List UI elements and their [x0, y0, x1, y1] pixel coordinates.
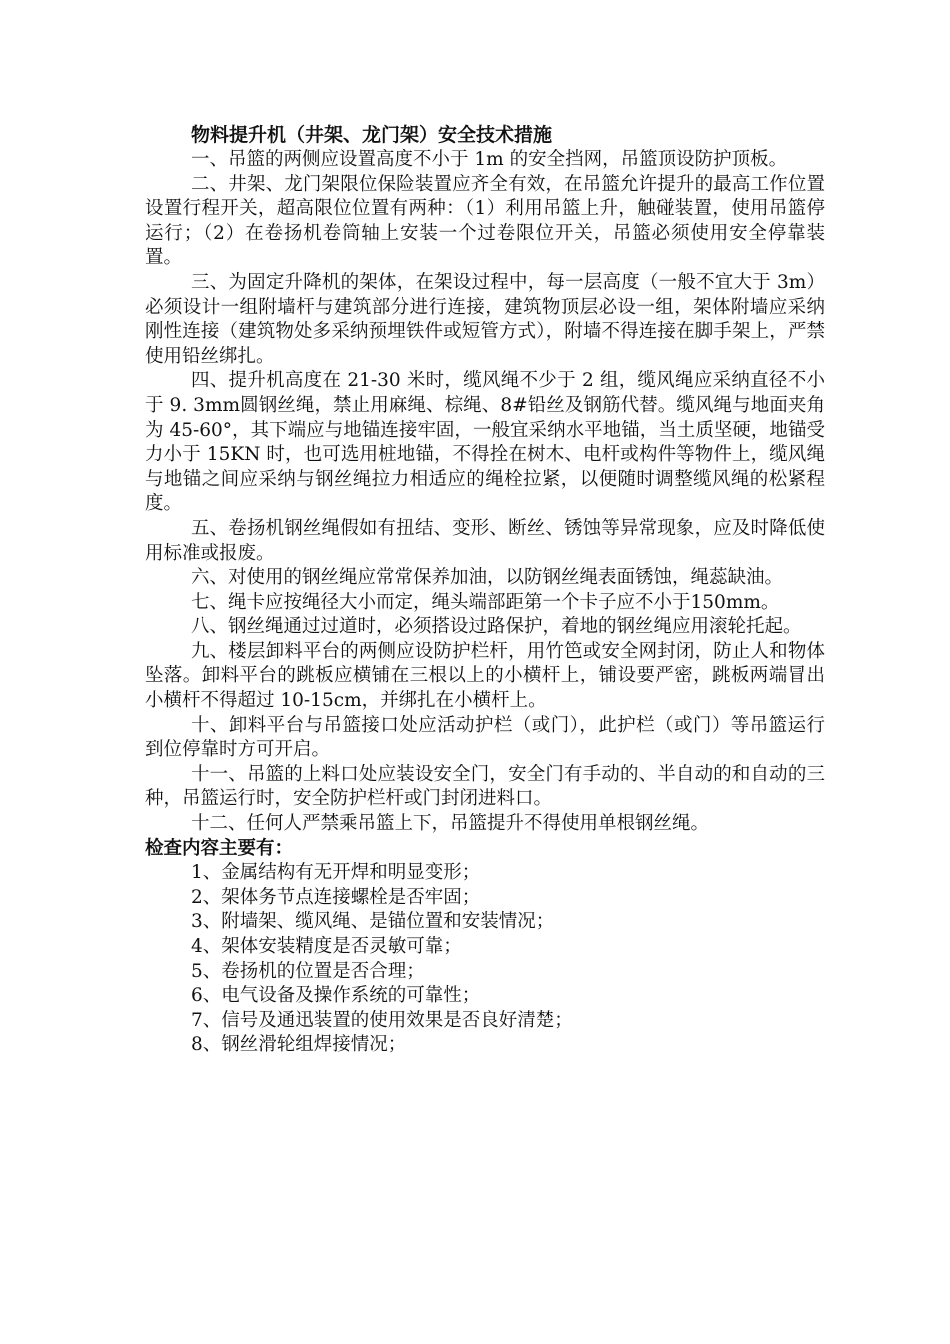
check-item-6: 6、电气设备及操作系统的可靠性；: [191, 985, 481, 1007]
check-item-1: 1、金属结构有无开焊和明显变形；: [191, 862, 481, 884]
paragraph-10: 十、卸料平台与吊篮接口处应活动护栏（或门），此护栏（或门）等吊篮运行到位停靠时方可开启。: [145, 714, 825, 761]
check-item-3: 3、附墙架、缆风绳、是锚位置和安装情况；: [191, 911, 555, 933]
paragraph-5: 五、卷扬机钢丝绳假如有扭结、变形、断丝、锈蚀等异常现象，应及时降低使用标准或报废。: [145, 517, 825, 564]
paragraph-9: 九、楼层卸料平台的两侧应设防护栏杆，用竹笆或安全网封闭，防止人和物体坠落。卸料平台的跳板应横铺在三根以上的小横杆上，铺设要严密，跳板两端冒出小横杆不得超过 10-15cm，并绑扎在小横杆上。: [145, 640, 825, 712]
check-heading: 检查内容主要有：: [145, 837, 294, 859]
check-item-5: 5、卷扬机的位置是否合理；: [191, 960, 425, 982]
check-item-7: 7、信号及通迅装置的使用效果是否良好清楚；: [191, 1009, 573, 1031]
paragraph-11: 十一、吊篮的上料口处应装设安全门，安全门有手动的、半自动的和自动的三种，吊篮运行时，安全防护栏杆或门封闭进料口。: [145, 763, 825, 810]
document-page: [145, 122, 825, 1058]
check-item-4: 4、架体安装精度是否灵敏可靠；: [191, 936, 462, 957]
paragraph-1: 一、吊篮的两侧应设置高度不小于 1m 的安全挡网，吊篮顶设防护顶板。: [191, 149, 788, 170]
paragraph-3: 三、为固定升降机的架体，在架设过程中，每一层高度（一般不宜大于 3m）必须设计一组附墙杆与建筑部分进行连接，建筑物顶层必设一组，架体附墙应采纳刚性连接（建筑物处多采纳预埋铁件或短管方式），附墙不得连接在脚手架上，严禁使用铅丝绑扎。: [145, 271, 825, 367]
paragraph-6: 六、对使用的钢丝绳应常常保养加油，以防钢丝绳表面锈蚀，绳蕊缺油。: [191, 567, 784, 589]
check-item-2: 2、架体务节点连接螺栓是否牢固；: [191, 886, 481, 908]
check-item-8: 8、钢丝滑轮组焊接情况；: [191, 1034, 407, 1056]
paragraph-8: 八、钢丝绳通过过道时，必须搭设过路保护，着地的钢丝绳应用滚轮托起。: [191, 616, 802, 638]
paragraph-12: 十二、任何人严禁乘吊篮上下，吊篮提升不得使用单根钢丝绳。: [191, 813, 710, 835]
document-title: 物料提升机（井架、龙门架）安全技术措施: [191, 124, 553, 146]
paragraph-2: 二、井架、龙门架限位保险装置应齐全有效，在吊篮允许提升的最高工作位置设置行程开关，超高限位位置有两种：（1）利用吊篮上升，触碰装置，使用吊篮停运行；（2）在卷扬机卷筒轴上安装一个过卷限位开关，吊篮必须使用安全停靠装置。: [145, 173, 825, 269]
paragraph-7: 七、绳卡应按绳径大小而定，绳头端部距第一个卡子应不小于150mm。: [191, 591, 780, 613]
paragraph-4: 四、提升机高度在 21-30 米时，缆风绳不少于 2 组，缆风绳应采纳直径不小于 9. 3mm圆钢丝绳，禁止用麻绳、棕绳、8#铅丝及钢筋代替。缆风绳与地面夹角为 45-60°，其下端应与地锚连接牢固，一般宜采纳水平地锚，当土质坚硬，地锚受力小于 15KN 时，也可选用桩地锚，不得拴在树木、电杆或构件等物件上，缆风绳与地锚之间应采纳与钢丝绳拉力相适应的绳栓拉紧，以便随时调整缆风绳的松紧程度。: [145, 370, 825, 515]
